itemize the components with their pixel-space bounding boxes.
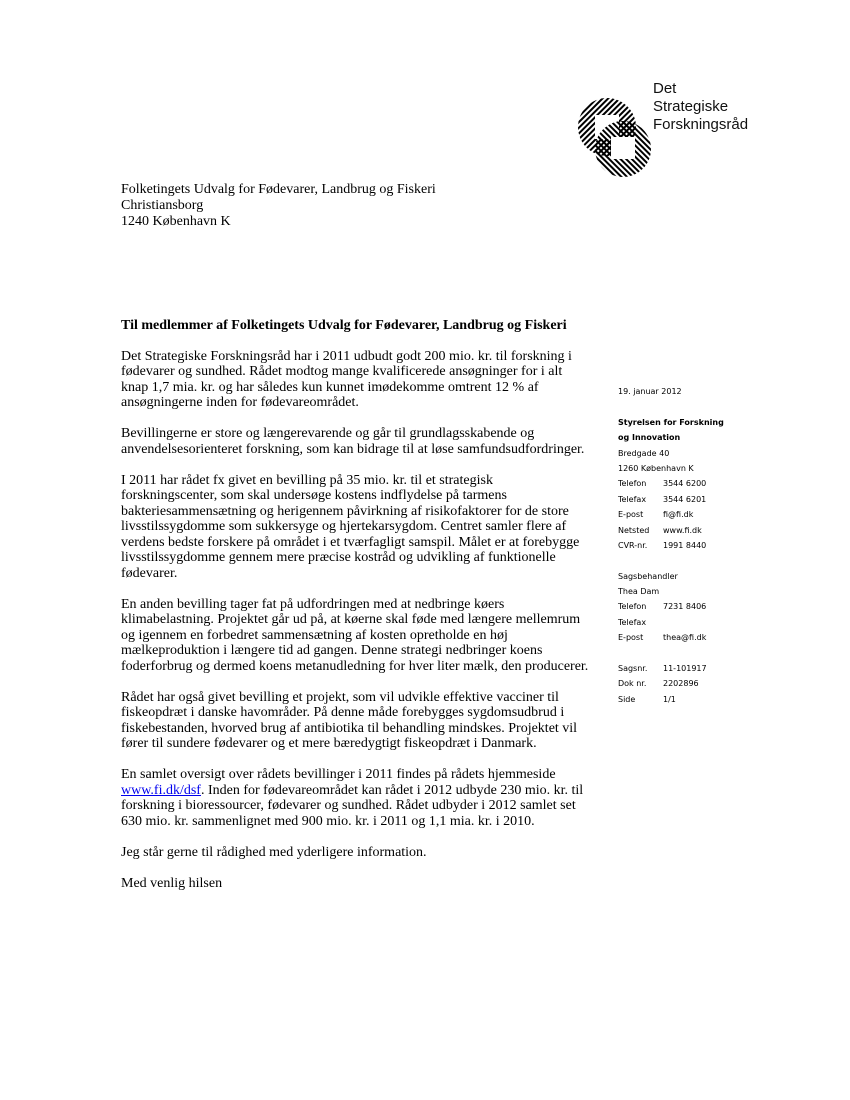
recipient-line-3: 1240 København K	[121, 214, 231, 229]
recipient-line-2: Christiansborg	[121, 198, 204, 213]
contact-row: Telefax 3544 6201	[618, 494, 707, 504]
logo-line-2: Strategiske	[653, 98, 729, 115]
paragraph-1: Det Strategiske Forskningsråd har i 2011 udbudt godt 200 mio. kr. til forskning i fødevarer og sundhed. Rådet modtog mange kvalificerede ansøgninger for i alt knap 1,7 mia. kr. og har således kun kunnet imødekomme omtrent 12 % af ansøgningerne inden for fødevareområdet.	[121, 348, 572, 410]
logo-line-1: Det	[653, 80, 677, 97]
handler-contact-row: E-post thea@fi.dk	[618, 633, 707, 643]
org-city: 1260 København K	[618, 463, 694, 473]
handler-contact-row: Telefon 7231 8406	[618, 602, 707, 612]
overview-text-before: En samlet oversigt over rådets bevillinger i 2011 findes på rådets hjemmeside	[121, 767, 556, 782]
org-name-line-1: Styrelsen for Forskning	[618, 417, 724, 427]
contact-row: Telefon 3544 6200	[618, 479, 707, 489]
paragraph-4: En anden bevilling tager fat på udfordringen med at nedbringe køers klimabelastning. Projektet går ud på, at køerne skal føde med længere mellemrum og igennem en forbedret sammensætning af kosten opretholde en høj mælkeproduktion i længere tid ad gangen. Denne strategi nedbringer koens foderforbrug og dermed koens metanudledning for hver liter mælk, den producerer.	[121, 596, 589, 674]
overview-text-after: . Inden for fødevareområdet kan rådet i 2012 udbyde 230 mio. kr. til forskning i bioressourcer, fødevarer og sundhed. Rådet udbyder i 2012 samlet set 630 mio. kr. sammenlignet med 900 mio. kr. i 2011 og 1,1 mia. kr. i 2010.	[121, 782, 584, 829]
availability-text: Jeg står gerne til rådighed med yderligere information.	[121, 844, 427, 860]
org-address: Bredgade 40	[618, 448, 670, 458]
paragraph-overview	[121, 767, 591, 829]
sender-info-sidebar	[618, 384, 768, 707]
contact-row: E-post fi@fi.dk	[618, 510, 694, 520]
logo-wordmark	[653, 80, 748, 134]
paragraph-2: Bevillingerne er store og længerevarende og går til grundlagsskabende og anvendelsesorienteret forskning, som kan bidrage til at løse samfundsudfordringer.	[121, 426, 585, 457]
recipient-address	[121, 182, 436, 230]
logo-line-3: Forskningsråd	[653, 116, 749, 133]
handler-label: Sagsbehandler	[618, 571, 678, 581]
letter-subject: Til medlemmer af Folketingets Udvalg for Fødevarer, Landbrug og Fiskeri	[121, 318, 567, 333]
recipient-line-1: Folketingets Udvalg for Fødevarer, Landbrug og Fiskeri	[121, 182, 436, 197]
closing-greeting: Med venlig hilsen	[121, 875, 223, 891]
dsf-logo	[577, 80, 765, 188]
paragraph-5: Rådet har også givet bevilling et projekt, som vil udvikle effektive vacciner til fiskeopdræt i danske havområder. På denne måde forebygges sygdomsudbrud i fiskebestanden, hvorved brug af antibiotika til behandling mindskes. Projektet vil fører til sundere fødevarer og et mere bæredygtigt fiskeopdræt i Danmark.	[121, 689, 578, 751]
dsf-logo-icon	[577, 83, 651, 187]
case-row: Dok nr. 2202896	[618, 679, 699, 689]
contact-row: Netsted www.fi.dk	[618, 525, 702, 535]
letter-date: 19. januar 2012	[618, 387, 682, 396]
case-row: Side 1/1	[618, 694, 676, 704]
letter-body	[121, 318, 591, 907]
paragraph-3: I 2011 har rådet fx givet en bevilling på 35 mio. kr. til et strategisk forskningscenter, som skal undersøge kostens indflydelse på tarmens bakteriesammensætning og herigennem påvirkning af risikofaktorer for de store livsstilssygdomme som sukkersyge og hjertekarsygdom. Centret samler flere af verdens bedste forskere på området i et tværfagligt samspil. Målet er at forebygge livsstilssygdomme gennem mere præcise kostråd og udvikling af funktionelle fødevarer.	[121, 472, 580, 581]
contact-row: CVR-nr. 1991 8440	[618, 540, 707, 550]
dsf-website-link[interactable]: www.fi.dk/dsf	[121, 782, 201, 798]
org-name-line-2: og Innovation	[618, 433, 681, 443]
case-row: Sagsnr. 11-101917	[618, 664, 707, 674]
handler-name: Thea Dam	[618, 587, 660, 597]
handler-contact-row: Telefax	[618, 617, 647, 627]
